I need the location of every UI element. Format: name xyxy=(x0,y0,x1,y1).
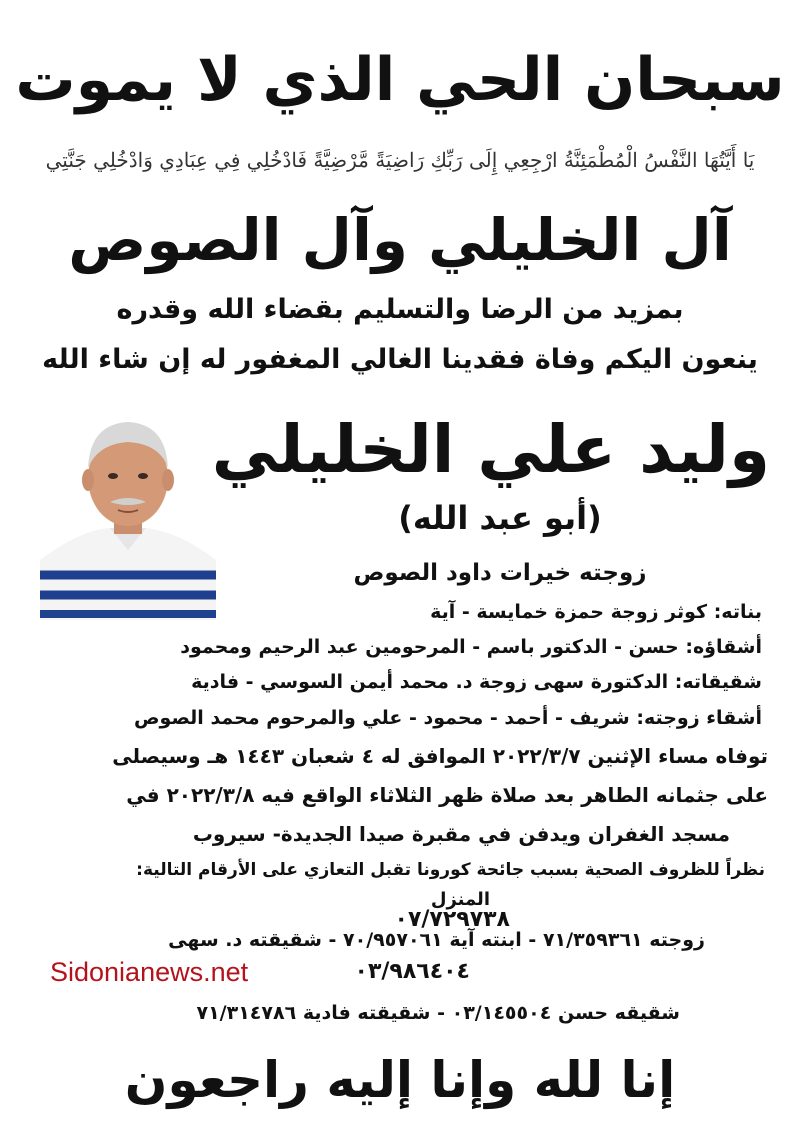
intro-line-1: بمزيد من الرضا والتسليم بقضاء الله وقدره xyxy=(116,294,684,325)
deceased-nickname: (أبو عبد الله) xyxy=(398,499,602,537)
brothers-line: أشقاؤه: حسن - الدكتور باسم - المرحومين عبد الرحيم ومحمود xyxy=(180,636,762,658)
home-label: المنزل xyxy=(430,889,490,910)
funeral-line-1: توفاه مساء الإثنين ٢٠٢٢/٣/٧ الموافق له ٤ شعبان ١٤٤٣ هـ وسيصلى xyxy=(112,744,768,768)
funeral-line-2: على جثمانه الطاهر بعد صلاة ظهر الثلاثاء الواقع فيه ٢٠٢٢/٣/٨ في xyxy=(126,783,768,807)
sisters-line: شقيقاته: الدكتورة سهى زوجة د. محمد أيمن السوسي - فادية xyxy=(191,671,762,693)
quran-verse: يَا أَيَّتُهَا النَّفْسُ الْمُطْمَئِنَّةُ ارْجِعِي إِلَى رَبِّكِ رَاضِيَةً مَّرْضِيَّةً فَادْخُلِي فِي عِبَادِي وَادْخُلِي جَنَّتِي xyxy=(45,148,755,172)
wife-line: زوجته خيرات داود الصوص xyxy=(353,560,647,586)
intro-line-2: ينعون اليكم وفاة فقدينا الغالي المغفور له إن شاء الله xyxy=(42,344,758,375)
contacts-line-1: زوجته ٧١/٣٥٩٣٦١ - ابنته آية ٧٠/٩٥٧٠٦١ - شقيقته د. سهى xyxy=(168,929,705,951)
inlaws-line: أشقاء زوجته: شريف - أحمد - محمود - علي والمرحوم محمد الصوص xyxy=(133,707,762,729)
condolence-notice: نظراً للظروف الصحية بسبب جائحة كورونا تقبل التعازي على الأرقام التالية: xyxy=(136,860,765,880)
header-title: سبحان الحي الذي لا يموت xyxy=(15,45,785,115)
contacts-line-2: ٠٣/٩٨٦٤٠٤ xyxy=(354,959,470,984)
watermark: Sidonianews.net xyxy=(50,957,249,987)
portrait-icon xyxy=(40,410,216,620)
families-title: آل الخليلي وآل الصوص xyxy=(68,206,732,274)
footer-verse: إنا لله وإنا إليه راجعون xyxy=(124,1051,676,1109)
deceased-name: وليد علي الخليلي xyxy=(211,411,770,488)
daughters-line: بناته: كوثر زوجة حمزة خمايسة - آية xyxy=(430,601,762,623)
home-number: ٠٧/٧٢٩٧٣٨ xyxy=(394,907,510,932)
funeral-line-3: مسجد الغفران ويدفن في مقبرة صيدا الجديدة- سيروب xyxy=(192,822,730,846)
contacts-line-3: شقيقه حسن ٠٣/١٤٥٥٠٤ - شقيقته فادية ٧١/٣١٤٧٨٦ xyxy=(196,1002,680,1024)
portrait-photo xyxy=(40,410,216,620)
